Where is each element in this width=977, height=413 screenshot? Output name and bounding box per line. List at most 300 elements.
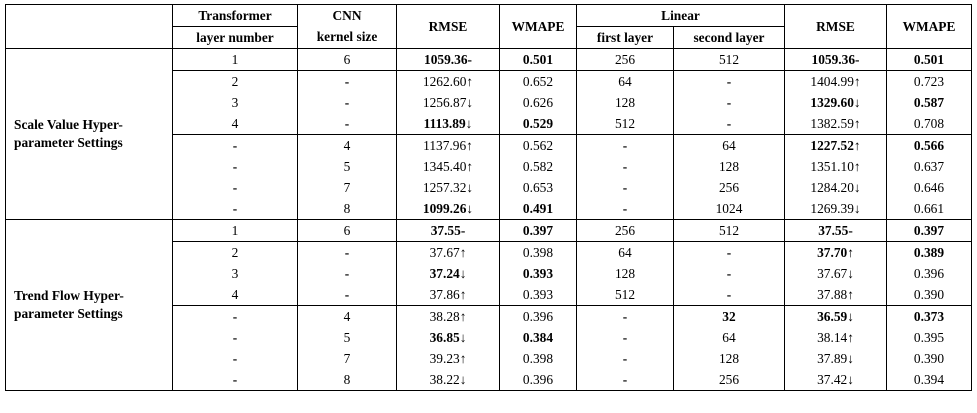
cell-second-layer-value: - — [726, 115, 732, 131]
cell-rmse-2-value: 37.42 — [817, 371, 848, 387]
cell-wmape — [500, 71, 577, 93]
cell-wmape-2-value: 0.723 — [913, 73, 945, 89]
cell-rmse-value: 37.86 — [429, 286, 460, 302]
cell-wmape-2-value: 0.587 — [913, 94, 945, 110]
cell-wmape-2 — [887, 369, 972, 391]
cell-kernel-size-value: - — [344, 265, 350, 281]
cell-rmse — [397, 156, 500, 177]
cell-layer-number-value: 4 — [231, 115, 239, 131]
cell-wmape-2 — [887, 177, 972, 198]
cell-rmse-2-value: 1404.99 — [810, 73, 854, 89]
cell-rmse-change-indicator: ↑ — [466, 158, 474, 174]
cell-second-layer — [674, 306, 785, 328]
cell-rmse-change-indicator: ↑ — [459, 350, 467, 366]
cell-layer-number-value: - — [232, 308, 238, 324]
cell-first-layer-value: 512 — [614, 115, 636, 131]
cell-layer-number-value: - — [232, 179, 238, 195]
cell-rmse — [397, 263, 500, 284]
cell-wmape-value: 0.491 — [522, 200, 554, 216]
cell-kernel-size — [298, 263, 397, 284]
cell-first-layer — [577, 49, 674, 71]
cell-kernel-size — [298, 49, 397, 71]
cell-first-layer-value: - — [622, 158, 628, 174]
header-cnn: CNN — [298, 5, 397, 27]
cell-rmse — [397, 369, 500, 391]
cell-layer-number-value: 4 — [231, 286, 239, 302]
cell-rmse-2-value: 1227.52 — [810, 137, 854, 153]
cell-second-layer-value: - — [726, 244, 732, 260]
cell-wmape-2-value: 0.390 — [913, 350, 945, 366]
cell-wmape-value: 0.397 — [522, 222, 554, 238]
cell-wmape — [500, 156, 577, 177]
cell-wmape-2 — [887, 135, 972, 157]
cell-wmape — [500, 92, 577, 113]
cell-kernel-size — [298, 177, 397, 198]
cell-rmse-value: 38.28 — [429, 308, 460, 324]
cell-rmse-2-value: 37.55 — [818, 222, 849, 238]
cell-rmse-value: 37.24 — [429, 265, 460, 281]
header-layer-number: layer number — [173, 27, 298, 49]
cell-layer-number-value: 3 — [231, 265, 239, 281]
cell-first-layer — [577, 263, 674, 284]
cell-second-layer — [674, 92, 785, 113]
cell-kernel-size-value: 8 — [343, 200, 351, 216]
table-row — [6, 49, 972, 71]
cell-second-layer-value: - — [726, 286, 732, 302]
cell-wmape-2 — [887, 92, 972, 113]
cell-rmse — [397, 49, 500, 71]
cell-layer-number-value: - — [232, 371, 238, 387]
cell-second-layer-value: 1024 — [715, 200, 743, 216]
cell-wmape-2-value: 0.646 — [913, 179, 945, 195]
cell-second-layer-value: 32 — [722, 308, 736, 324]
cell-rmse-value: 36.85 — [429, 329, 460, 345]
cell-rmse — [397, 327, 500, 348]
cell-rmse-2-change-indicator: - — [848, 222, 853, 238]
cell-rmse-2-value: 1329.60 — [810, 94, 854, 110]
results-table-container — [5, 4, 972, 391]
cell-rmse-change-indicator: ↓ — [465, 115, 473, 131]
cell-wmape-value: 0.501 — [522, 51, 554, 67]
cell-second-layer — [674, 135, 785, 157]
cell-layer-number — [173, 327, 298, 348]
cell-first-layer — [577, 306, 674, 328]
cell-rmse-2-change-indicator: ↓ — [847, 350, 854, 366]
corner-cell-lower — [6, 27, 173, 49]
cell-rmse-2 — [785, 242, 887, 264]
cell-second-layer — [674, 177, 785, 198]
cell-wmape-2 — [887, 198, 972, 220]
cell-wmape-2-value: 0.395 — [913, 329, 945, 345]
cell-wmape-value: 0.529 — [522, 115, 554, 131]
cell-rmse-2-change-indicator: - — [855, 51, 860, 67]
cell-layer-number — [173, 242, 298, 264]
header-wmape-2: WMAPE — [887, 5, 972, 49]
header-kernel-size: kernel size — [298, 27, 397, 49]
cell-rmse-2-value: 36.59 — [817, 308, 848, 324]
cell-wmape-2-value: 0.394 — [913, 371, 945, 387]
cell-second-layer — [674, 49, 785, 71]
cell-second-layer-value: 64 — [722, 329, 736, 345]
cell-wmape-value: 0.398 — [522, 244, 554, 260]
header-second-layer: second layer — [674, 27, 785, 49]
cell-rmse-2-change-indicator: ↑ — [853, 158, 861, 174]
cell-wmape — [500, 306, 577, 328]
cell-layer-number-value: - — [232, 350, 238, 366]
cell-kernel-size — [298, 348, 397, 369]
cell-layer-number-value: 1 — [231, 51, 239, 67]
cell-rmse — [397, 177, 500, 198]
cell-wmape-2-value: 0.566 — [913, 137, 945, 153]
cell-wmape-value: 0.396 — [522, 371, 554, 387]
cell-wmape — [500, 263, 577, 284]
cell-first-layer-value: - — [622, 179, 628, 195]
cell-first-layer-value: - — [622, 308, 628, 324]
cell-kernel-size-value: 5 — [343, 158, 351, 174]
cell-kernel-size-value: 8 — [343, 371, 351, 387]
cell-wmape-2-value: 0.397 — [913, 222, 945, 238]
cell-kernel-size-value: 4 — [343, 137, 351, 153]
corner-cell — [6, 5, 173, 27]
cell-rmse-change-indicator: ↓ — [466, 179, 474, 195]
cell-rmse-value: 39.23 — [429, 350, 460, 366]
cell-rmse-2-change-indicator: ↓ — [847, 371, 854, 387]
cell-first-layer — [577, 92, 674, 113]
cell-second-layer-value: 128 — [718, 158, 740, 174]
cell-kernel-size — [298, 369, 397, 391]
cell-second-layer-value: 256 — [718, 371, 740, 387]
cell-first-layer — [577, 71, 674, 93]
cell-wmape — [500, 135, 577, 157]
cell-wmape-2-value: 0.708 — [913, 115, 945, 131]
cell-wmape — [500, 327, 577, 348]
cell-rmse-2-value: 1059.36 — [811, 51, 856, 67]
cell-rmse-2 — [785, 220, 887, 242]
cell-second-layer — [674, 327, 785, 348]
cell-second-layer — [674, 263, 785, 284]
cell-first-layer-value: - — [622, 371, 628, 387]
header-linear: Linear — [577, 5, 785, 27]
cell-kernel-size-value: - — [344, 94, 350, 110]
cell-rmse-2-change-indicator: ↑ — [853, 73, 861, 89]
cell-rmse-value: 1099.26 — [422, 200, 467, 216]
cell-layer-number-value: - — [232, 137, 238, 153]
cell-rmse-value: 1256.87 — [422, 94, 467, 110]
cell-rmse-2 — [785, 306, 887, 328]
cell-second-layer — [674, 284, 785, 306]
cell-rmse — [397, 348, 500, 369]
group-label — [6, 49, 173, 220]
cell-layer-number — [173, 135, 298, 157]
cell-wmape — [500, 242, 577, 264]
header-wmape: WMAPE — [500, 5, 577, 49]
cell-rmse-2-change-indicator: ↑ — [847, 329, 854, 345]
cell-layer-number-value: 1 — [231, 222, 239, 238]
cell-first-layer-value: 512 — [614, 286, 636, 302]
cell-rmse-2-value: 1284.20 — [810, 179, 854, 195]
cell-wmape-2 — [887, 220, 972, 242]
cell-layer-number — [173, 156, 298, 177]
cell-rmse-value: 1257.32 — [422, 179, 467, 195]
cell-rmse-2 — [785, 284, 887, 306]
cell-first-layer-value: 256 — [614, 51, 636, 67]
cell-rmse — [397, 242, 500, 264]
cell-rmse-change-indicator: ↓ — [459, 371, 467, 387]
cell-rmse-value: 37.67 — [429, 244, 460, 260]
cell-rmse-change-indicator: ↑ — [459, 286, 467, 302]
cell-second-layer-value: - — [726, 94, 732, 110]
cell-wmape-value: 0.384 — [522, 329, 554, 345]
cell-wmape — [500, 49, 577, 71]
cell-rmse-2-value: 1351.10 — [810, 158, 854, 174]
cell-rmse-2 — [785, 92, 887, 113]
cell-rmse-2-change-indicator: ↑ — [847, 286, 854, 302]
cell-wmape-2 — [887, 156, 972, 177]
cell-kernel-size — [298, 92, 397, 113]
cell-rmse-2 — [785, 198, 887, 220]
cell-first-layer — [577, 156, 674, 177]
cell-first-layer-value: 128 — [614, 94, 636, 110]
cell-wmape-2-value: 0.373 — [913, 308, 945, 324]
cell-layer-number — [173, 177, 298, 198]
cell-kernel-size-value: 4 — [343, 308, 351, 324]
cell-rmse-2-value: 37.89 — [817, 350, 848, 366]
cell-wmape-value: 0.396 — [522, 308, 554, 324]
cell-wmape-value: 0.582 — [522, 158, 554, 174]
cell-wmape-value: 0.653 — [522, 179, 554, 195]
cell-kernel-size — [298, 113, 397, 135]
cell-rmse-change-indicator: ↑ — [466, 73, 474, 89]
cell-layer-number — [173, 284, 298, 306]
group-label-line-2: parameter Settings — [14, 135, 123, 150]
cell-first-layer — [577, 348, 674, 369]
table-row — [6, 220, 972, 242]
cell-wmape-2-value: 0.501 — [913, 51, 945, 67]
cell-wmape-2-value: 0.389 — [913, 244, 945, 260]
cell-rmse-change-indicator: ↑ — [459, 308, 467, 324]
cell-wmape — [500, 284, 577, 306]
cell-rmse-2-value: 1382.59 — [810, 115, 854, 131]
cell-rmse-2-change-indicator: ↑ — [853, 137, 861, 153]
group-label-text — [6, 287, 172, 323]
cell-rmse-2 — [785, 71, 887, 93]
cell-kernel-size-value: 6 — [343, 51, 351, 67]
cell-rmse-value: 37.55 — [430, 222, 461, 238]
cell-rmse-2-value: 38.14 — [817, 329, 848, 345]
cell-wmape-2-value: 0.661 — [913, 200, 945, 216]
header-transformer: Transformer — [173, 5, 298, 27]
cell-layer-number — [173, 71, 298, 93]
cell-rmse-change-indicator: ↓ — [466, 94, 474, 110]
header-rmse-2: RMSE — [785, 5, 887, 49]
cell-kernel-size — [298, 242, 397, 264]
cell-rmse-2-value: 37.67 — [817, 265, 848, 281]
cell-wmape-2 — [887, 306, 972, 328]
cell-layer-number — [173, 306, 298, 328]
cell-wmape — [500, 113, 577, 135]
cell-first-layer-value: 64 — [618, 73, 632, 89]
cell-first-layer — [577, 177, 674, 198]
cell-second-layer-value: - — [726, 265, 732, 281]
cell-first-layer-value: 64 — [618, 244, 632, 260]
cell-kernel-size — [298, 71, 397, 93]
hyperparameter-results-table — [5, 4, 972, 391]
cell-rmse-2-change-indicator: ↑ — [853, 115, 861, 131]
cell-first-layer-value: 128 — [614, 265, 636, 281]
cell-first-layer-value: - — [622, 137, 628, 153]
cell-rmse — [397, 198, 500, 220]
cell-wmape-value: 0.393 — [522, 265, 554, 281]
cell-rmse-2-value: 37.88 — [817, 286, 848, 302]
cell-kernel-size — [298, 135, 397, 157]
cell-layer-number — [173, 369, 298, 391]
header-first-layer: first layer — [577, 27, 674, 49]
header-row-1 — [6, 5, 972, 27]
cell-rmse-change-indicator: ↓ — [466, 200, 474, 216]
cell-rmse-value: 1113.89 — [423, 115, 466, 131]
group-label-line-1: Trend Flow Hyper- — [14, 288, 124, 303]
group-label-line-1: Scale Value Hyper- — [14, 117, 123, 132]
cell-kernel-size-value: - — [344, 286, 350, 302]
group-label — [6, 220, 173, 391]
cell-layer-number — [173, 198, 298, 220]
cell-first-layer-value: - — [622, 200, 628, 216]
cell-rmse-2 — [785, 113, 887, 135]
cell-second-layer — [674, 198, 785, 220]
cell-layer-number — [173, 348, 298, 369]
cell-layer-number-value: 3 — [231, 94, 239, 110]
cell-rmse-change-indicator: ↑ — [466, 137, 473, 153]
cell-first-layer-value: 256 — [614, 222, 636, 238]
cell-rmse-2-change-indicator: ↓ — [853, 94, 861, 110]
table-body — [6, 5, 972, 391]
cell-first-layer-value: - — [622, 350, 628, 366]
cell-second-layer-value: 512 — [718, 51, 740, 67]
cell-rmse-value: 1059.36 — [424, 51, 468, 67]
cell-rmse-2-change-indicator: ↑ — [847, 244, 854, 260]
cell-kernel-size-value: 5 — [343, 329, 351, 345]
cell-layer-number-value: - — [232, 329, 238, 345]
cell-second-layer-value: 512 — [718, 222, 740, 238]
cell-first-layer — [577, 198, 674, 220]
cell-layer-number-value: - — [232, 158, 238, 174]
cell-kernel-size — [298, 327, 397, 348]
cell-first-layer — [577, 369, 674, 391]
cell-first-layer — [577, 113, 674, 135]
cell-wmape-2-value: 0.396 — [913, 265, 945, 281]
cell-second-layer-value: - — [726, 73, 732, 89]
cell-layer-number — [173, 220, 298, 242]
cell-layer-number-value: - — [232, 200, 238, 216]
cell-rmse-2-change-indicator: ↓ — [847, 265, 854, 281]
cell-second-layer — [674, 71, 785, 93]
cell-wmape-2 — [887, 327, 972, 348]
group-label-line-2: parameter Settings — [14, 306, 123, 321]
cell-wmape — [500, 198, 577, 220]
cell-first-layer — [577, 284, 674, 306]
group-label-text — [6, 116, 172, 152]
cell-wmape-2 — [887, 263, 972, 284]
cell-wmape-value: 0.652 — [522, 73, 554, 89]
cell-kernel-size — [298, 156, 397, 177]
cell-rmse-value: 38.22 — [429, 371, 460, 387]
header-rmse: RMSE — [397, 5, 500, 49]
cell-layer-number-value: 2 — [231, 244, 239, 260]
cell-rmse-2 — [785, 369, 887, 391]
cell-wmape — [500, 177, 577, 198]
cell-wmape-value: 0.626 — [522, 94, 554, 110]
cell-rmse-2-change-indicator: ↓ — [853, 200, 861, 216]
cell-kernel-size-value: - — [344, 244, 350, 260]
cell-rmse-2-change-indicator: ↓ — [847, 308, 854, 324]
cell-kernel-size-value: - — [344, 73, 350, 89]
cell-layer-number-value: 2 — [231, 73, 239, 89]
cell-wmape-2 — [887, 49, 972, 71]
cell-wmape-2-value: 0.390 — [913, 286, 945, 302]
cell-second-layer — [674, 220, 785, 242]
cell-rmse-change-indicator: - — [467, 51, 472, 67]
cell-wmape-2 — [887, 284, 972, 306]
cell-rmse — [397, 306, 500, 328]
cell-second-layer-value: 128 — [718, 350, 740, 366]
cell-rmse — [397, 92, 500, 113]
cell-rmse — [397, 135, 500, 157]
cell-first-layer — [577, 327, 674, 348]
cell-rmse-2 — [785, 156, 887, 177]
cell-second-layer — [674, 369, 785, 391]
cell-rmse-2 — [785, 177, 887, 198]
cell-layer-number — [173, 263, 298, 284]
cell-rmse — [397, 284, 500, 306]
cell-kernel-size — [298, 220, 397, 242]
cell-wmape-value: 0.393 — [522, 286, 554, 302]
cell-wmape-2 — [887, 113, 972, 135]
cell-rmse-2 — [785, 327, 887, 348]
cell-second-layer-value: 64 — [722, 137, 736, 153]
cell-wmape-2 — [887, 348, 972, 369]
cell-rmse-2 — [785, 348, 887, 369]
cell-rmse-change-indicator: ↓ — [459, 329, 467, 345]
cell-layer-number — [173, 49, 298, 71]
cell-rmse-2-value: 37.70 — [817, 244, 848, 260]
cell-kernel-size — [298, 284, 397, 306]
cell-wmape-2 — [887, 71, 972, 93]
cell-layer-number — [173, 113, 298, 135]
cell-rmse-change-indicator: ↑ — [459, 244, 467, 260]
cell-rmse-change-indicator: - — [460, 222, 466, 238]
cell-second-layer-value: 256 — [718, 179, 740, 195]
cell-wmape — [500, 220, 577, 242]
cell-rmse-2-value: 1269.39 — [810, 200, 854, 216]
cell-wmape-value: 0.562 — [522, 137, 554, 153]
cell-second-layer — [674, 348, 785, 369]
cell-first-layer — [577, 220, 674, 242]
cell-first-layer — [577, 242, 674, 264]
cell-rmse — [397, 220, 500, 242]
cell-rmse — [397, 113, 500, 135]
cell-wmape-2-value: 0.637 — [913, 158, 945, 174]
cell-second-layer — [674, 156, 785, 177]
cell-kernel-size-value: - — [344, 115, 350, 131]
cell-rmse-value: 1137.96 — [423, 137, 467, 153]
cell-kernel-size — [298, 306, 397, 328]
cell-rmse-2-change-indicator: ↓ — [853, 179, 861, 195]
cell-layer-number — [173, 92, 298, 113]
cell-kernel-size-value: 7 — [343, 179, 351, 195]
cell-second-layer — [674, 113, 785, 135]
cell-first-layer-value: - — [622, 329, 628, 345]
cell-kernel-size-value: 7 — [343, 350, 351, 366]
